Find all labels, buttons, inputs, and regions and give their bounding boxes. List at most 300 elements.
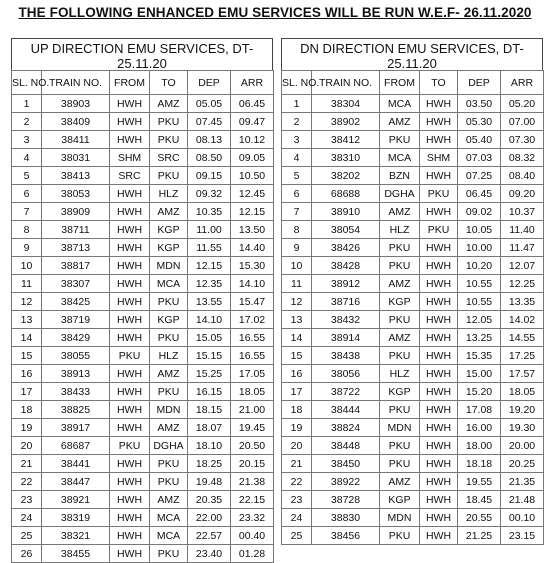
to-cell: HWH — [420, 473, 458, 491]
dn-direction-table-body — [282, 95, 544, 545]
to-cell: PKU — [150, 167, 188, 185]
train-no-cell: 38413 — [42, 167, 110, 185]
dep-cell: 07.03 — [458, 149, 501, 167]
train-no-cell: 68687 — [42, 437, 110, 455]
sl-no-cell: 12 — [12, 293, 42, 311]
train-no-cell: 38428 — [312, 257, 380, 275]
from-cell: HWH — [110, 329, 150, 347]
train-no-cell: 38054 — [312, 221, 380, 239]
dep-cell: 17.08 — [458, 401, 501, 419]
sl-no-cell: 25 — [282, 527, 312, 545]
sl-no-cell: 13 — [12, 311, 42, 329]
table-row — [282, 293, 544, 311]
train-no-cell: 38722 — [312, 383, 380, 401]
sl-no-cell: 25 — [12, 527, 42, 545]
arr-cell: 07.00 — [501, 113, 544, 131]
sl-no-cell: 4 — [282, 149, 312, 167]
sl-no-cell: 17 — [282, 383, 312, 401]
sl-no-cell: 10 — [282, 257, 312, 275]
from-cell: MCA — [380, 95, 420, 113]
arr-cell: 14.02 — [501, 311, 544, 329]
dep-cell: 03.50 — [458, 95, 501, 113]
table-row — [282, 149, 544, 167]
to-cell: KGP — [150, 311, 188, 329]
train-no-cell: 38728 — [312, 491, 380, 509]
train-no-cell: 38912 — [312, 275, 380, 293]
from-cell: PKU — [110, 437, 150, 455]
from-cell: HWH — [110, 311, 150, 329]
to-cell: MDN — [150, 401, 188, 419]
to-cell: HWH — [420, 95, 458, 113]
dep-cell: 16.00 — [458, 419, 501, 437]
arr-cell: 11.40 — [501, 221, 544, 239]
column-header-from: FROM — [110, 71, 150, 95]
table-row — [282, 419, 544, 437]
from-cell: HWH — [110, 113, 150, 131]
dep-cell: 13.25 — [458, 329, 501, 347]
from-cell: PKU — [380, 455, 420, 473]
to-cell: PKU — [150, 131, 188, 149]
train-no-cell: 38411 — [42, 131, 110, 149]
train-no-cell: 38053 — [42, 185, 110, 203]
to-cell: AMZ — [150, 491, 188, 509]
train-no-cell: 38441 — [42, 455, 110, 473]
table-row — [282, 131, 544, 149]
table-row — [12, 401, 274, 419]
from-cell: MDN — [380, 419, 420, 437]
to-cell: AMZ — [150, 419, 188, 437]
dep-cell: 21.25 — [458, 527, 501, 545]
from-cell: PKU — [380, 239, 420, 257]
sl-no-cell: 3 — [12, 131, 42, 149]
table-row — [282, 347, 544, 365]
sl-no-cell: 15 — [12, 347, 42, 365]
table-row — [282, 365, 544, 383]
from-cell: KGP — [380, 491, 420, 509]
table-row — [12, 383, 274, 401]
arr-cell: 12.07 — [501, 257, 544, 275]
train-no-cell: 38319 — [42, 509, 110, 527]
dep-cell: 11.00 — [188, 221, 231, 239]
dn-direction-heading: DN DIRECTION EMU SERVICES, DT- 25.11.20 — [281, 38, 543, 70]
sl-no-cell: 14 — [12, 329, 42, 347]
sl-no-cell: 24 — [282, 509, 312, 527]
sl-no-cell: 21 — [12, 455, 42, 473]
arr-cell: 17.02 — [231, 311, 274, 329]
train-no-cell: 38830 — [312, 509, 380, 527]
table-row — [12, 455, 274, 473]
to-cell: PKU — [150, 329, 188, 347]
arr-cell: 17.05 — [231, 365, 274, 383]
dep-cell: 18.18 — [458, 455, 501, 473]
train-no-cell: 38921 — [42, 491, 110, 509]
arr-cell: 10.37 — [501, 203, 544, 221]
arr-cell: 19.20 — [501, 401, 544, 419]
arr-cell: 20.00 — [501, 437, 544, 455]
to-cell: HWH — [420, 401, 458, 419]
sl-no-cell: 16 — [282, 365, 312, 383]
column-header-arr: ARR — [231, 71, 274, 95]
to-cell: HWH — [420, 131, 458, 149]
arr-cell: 19.30 — [501, 419, 544, 437]
to-cell: AMZ — [150, 95, 188, 113]
table-row — [12, 437, 274, 455]
arr-cell: 08.32 — [501, 149, 544, 167]
arr-cell: 20.50 — [231, 437, 274, 455]
dep-cell: 12.15 — [188, 257, 231, 275]
arr-cell: 13.35 — [501, 293, 544, 311]
dep-cell: 11.55 — [188, 239, 231, 257]
from-cell: PKU — [380, 131, 420, 149]
dep-cell: 10.35 — [188, 203, 231, 221]
sl-no-cell: 22 — [12, 473, 42, 491]
sl-no-cell: 19 — [282, 419, 312, 437]
arr-cell: 05.20 — [501, 95, 544, 113]
to-cell: KGP — [150, 221, 188, 239]
arr-cell: 20.15 — [231, 455, 274, 473]
from-cell: HWH — [110, 239, 150, 257]
dep-cell: 05.40 — [458, 131, 501, 149]
from-cell: HLZ — [380, 365, 420, 383]
table-row — [282, 329, 544, 347]
table-row — [282, 527, 544, 545]
from-cell: DGHA — [380, 185, 420, 203]
table-header-row — [12, 71, 274, 95]
to-cell: PKU — [150, 383, 188, 401]
dep-cell: 10.05 — [458, 221, 501, 239]
to-cell: MCA — [150, 527, 188, 545]
from-cell: HWH — [110, 293, 150, 311]
dep-cell: 18.25 — [188, 455, 231, 473]
from-cell: HWH — [110, 455, 150, 473]
to-cell: SHM — [420, 149, 458, 167]
from-cell: HWH — [110, 275, 150, 293]
to-cell: HWH — [420, 293, 458, 311]
from-cell: AMZ — [380, 113, 420, 131]
sl-no-cell: 4 — [12, 149, 42, 167]
table-row — [282, 509, 544, 527]
from-cell: HWH — [110, 185, 150, 203]
dep-cell: 15.35 — [458, 347, 501, 365]
train-no-cell: 38425 — [42, 293, 110, 311]
dep-cell: 16.15 — [188, 383, 231, 401]
table-row — [282, 401, 544, 419]
column-header-dep: DEP — [458, 71, 501, 95]
train-no-cell: 38455 — [42, 545, 110, 563]
arr-cell: 15.30 — [231, 257, 274, 275]
train-no-cell: 38412 — [312, 131, 380, 149]
column-header-train-no: TRAIN NO. — [312, 71, 380, 95]
to-cell: PKU — [420, 185, 458, 203]
to-cell: AMZ — [150, 203, 188, 221]
from-cell: SHM — [110, 149, 150, 167]
dep-cell: 22.00 — [188, 509, 231, 527]
arr-cell: 17.25 — [501, 347, 544, 365]
to-cell: MDN — [150, 257, 188, 275]
to-cell: HWH — [420, 419, 458, 437]
up-direction-table — [11, 70, 274, 563]
table-row — [12, 509, 274, 527]
arr-cell: 00.10 — [501, 509, 544, 527]
dep-cell: 05.30 — [458, 113, 501, 131]
arr-cell: 16.55 — [231, 347, 274, 365]
to-cell: PKU — [150, 473, 188, 491]
from-cell: AMZ — [380, 275, 420, 293]
dep-cell: 18.10 — [188, 437, 231, 455]
to-cell: HWH — [420, 239, 458, 257]
train-no-cell: 38307 — [42, 275, 110, 293]
table-row — [12, 491, 274, 509]
from-cell: HWH — [110, 509, 150, 527]
arr-cell: 16.55 — [231, 329, 274, 347]
dep-cell: 07.25 — [458, 167, 501, 185]
arr-cell: 19.45 — [231, 419, 274, 437]
to-cell: HWH — [420, 203, 458, 221]
sl-no-cell: 10 — [12, 257, 42, 275]
arr-cell: 09.47 — [231, 113, 274, 131]
train-no-cell: 38909 — [42, 203, 110, 221]
table-row — [12, 419, 274, 437]
dep-cell: 10.00 — [458, 239, 501, 257]
from-cell: BZN — [380, 167, 420, 185]
arr-cell: 21.38 — [231, 473, 274, 491]
arr-cell: 11.47 — [501, 239, 544, 257]
dep-cell: 05.05 — [188, 95, 231, 113]
sl-no-cell: 7 — [282, 203, 312, 221]
train-no-cell: 38447 — [42, 473, 110, 491]
to-cell: AMZ — [150, 365, 188, 383]
sl-no-cell: 15 — [282, 347, 312, 365]
sl-no-cell: 1 — [282, 95, 312, 113]
from-cell: HLZ — [380, 221, 420, 239]
table-row — [12, 203, 274, 221]
from-cell: PKU — [380, 527, 420, 545]
sl-no-cell: 1 — [12, 95, 42, 113]
dep-cell: 18.00 — [458, 437, 501, 455]
train-no-cell: 38448 — [312, 437, 380, 455]
train-no-cell: 38450 — [312, 455, 380, 473]
sl-no-cell: 9 — [282, 239, 312, 257]
dep-cell: 15.00 — [458, 365, 501, 383]
column-header-sl-no: SL. NO. — [12, 71, 42, 95]
train-no-cell: 38444 — [312, 401, 380, 419]
dep-cell: 22.57 — [188, 527, 231, 545]
arr-cell: 10.50 — [231, 167, 274, 185]
arr-cell: 01.28 — [231, 545, 274, 563]
table-header-row — [282, 71, 544, 95]
table-row — [282, 167, 544, 185]
from-cell: HWH — [110, 401, 150, 419]
sl-no-cell: 24 — [12, 509, 42, 527]
from-cell: HWH — [110, 365, 150, 383]
table-row — [282, 473, 544, 491]
train-no-cell: 38031 — [42, 149, 110, 167]
arr-cell: 21.00 — [231, 401, 274, 419]
arr-cell: 23.15 — [501, 527, 544, 545]
dep-cell: 19.48 — [188, 473, 231, 491]
sl-no-cell: 9 — [12, 239, 42, 257]
from-cell: AMZ — [380, 473, 420, 491]
to-cell: HLZ — [150, 347, 188, 365]
to-cell: HWH — [420, 365, 458, 383]
train-no-cell: 38719 — [42, 311, 110, 329]
dep-cell: 08.50 — [188, 149, 231, 167]
arr-cell: 17.57 — [501, 365, 544, 383]
from-cell: HWH — [110, 419, 150, 437]
to-cell: HWH — [420, 275, 458, 293]
arr-cell: 14.40 — [231, 239, 274, 257]
table-row — [282, 491, 544, 509]
arr-cell: 12.45 — [231, 185, 274, 203]
column-header-sl-no: SL. NO. — [282, 71, 312, 95]
from-cell: HWH — [110, 95, 150, 113]
to-cell: HWH — [420, 329, 458, 347]
table-row — [12, 545, 274, 563]
dep-cell: 12.35 — [188, 275, 231, 293]
dep-cell: 18.07 — [188, 419, 231, 437]
dep-cell: 09.32 — [188, 185, 231, 203]
sl-no-cell: 5 — [282, 167, 312, 185]
dep-cell: 07.45 — [188, 113, 231, 131]
table-row — [282, 437, 544, 455]
dep-cell: 10.55 — [458, 275, 501, 293]
table-row — [12, 473, 274, 491]
to-cell: HWH — [420, 437, 458, 455]
sl-no-cell: 23 — [282, 491, 312, 509]
table-row — [282, 203, 544, 221]
table-row — [282, 383, 544, 401]
dep-cell: 10.55 — [458, 293, 501, 311]
train-no-cell: 38825 — [42, 401, 110, 419]
table-row — [12, 275, 274, 293]
table-row — [282, 275, 544, 293]
table-row — [12, 311, 274, 329]
to-cell: HWH — [420, 167, 458, 185]
to-cell: DGHA — [150, 437, 188, 455]
dn-direction-table — [281, 70, 544, 545]
sl-no-cell: 21 — [282, 455, 312, 473]
arr-cell: 20.25 — [501, 455, 544, 473]
from-cell: HWH — [110, 257, 150, 275]
train-no-cell: 38433 — [42, 383, 110, 401]
train-no-cell: 38438 — [312, 347, 380, 365]
table-row — [12, 185, 274, 203]
arr-cell: 14.55 — [501, 329, 544, 347]
table-row — [12, 257, 274, 275]
from-cell: AMZ — [380, 203, 420, 221]
train-no-cell: 38914 — [312, 329, 380, 347]
from-cell: SRC — [110, 167, 150, 185]
from-cell: KGP — [380, 383, 420, 401]
to-cell: HWH — [420, 347, 458, 365]
from-cell: PKU — [380, 257, 420, 275]
table-row — [12, 113, 274, 131]
sl-no-cell: 12 — [282, 293, 312, 311]
train-no-cell: 38913 — [42, 365, 110, 383]
dep-cell: 14.10 — [188, 311, 231, 329]
from-cell: HWH — [110, 203, 150, 221]
arr-cell: 12.25 — [501, 275, 544, 293]
sl-no-cell: 18 — [12, 401, 42, 419]
sl-no-cell: 20 — [12, 437, 42, 455]
dep-cell: 08.13 — [188, 131, 231, 149]
dep-cell: 06.45 — [458, 185, 501, 203]
train-no-cell: 38321 — [42, 527, 110, 545]
train-no-cell: 38429 — [42, 329, 110, 347]
arr-cell: 23.32 — [231, 509, 274, 527]
arr-cell: 15.47 — [231, 293, 274, 311]
to-cell: HWH — [420, 527, 458, 545]
table-row — [282, 185, 544, 203]
dep-cell: 10.20 — [458, 257, 501, 275]
sl-no-cell: 23 — [12, 491, 42, 509]
sl-no-cell: 16 — [12, 365, 42, 383]
from-cell: MCA — [380, 149, 420, 167]
to-cell: SRC — [150, 149, 188, 167]
from-cell: HWH — [110, 473, 150, 491]
table-row — [282, 311, 544, 329]
train-no-cell: 38922 — [312, 473, 380, 491]
to-cell: HWH — [420, 383, 458, 401]
arr-cell: 21.48 — [501, 491, 544, 509]
arr-cell: 13.50 — [231, 221, 274, 239]
to-cell: PKU — [420, 221, 458, 239]
table-row — [12, 329, 274, 347]
from-cell: KGP — [380, 293, 420, 311]
arr-cell: 06.45 — [231, 95, 274, 113]
sl-no-cell: 22 — [282, 473, 312, 491]
arr-cell: 22.15 — [231, 491, 274, 509]
sl-no-cell: 3 — [282, 131, 312, 149]
dep-cell: 13.55 — [188, 293, 231, 311]
table-row — [12, 365, 274, 383]
arr-cell: 21.35 — [501, 473, 544, 491]
sl-no-cell: 18 — [282, 401, 312, 419]
dep-cell: 15.15 — [188, 347, 231, 365]
dep-cell: 09.02 — [458, 203, 501, 221]
from-cell: HWH — [110, 527, 150, 545]
arr-cell: 10.12 — [231, 131, 274, 149]
to-cell: HWH — [420, 491, 458, 509]
train-no-cell: 38910 — [312, 203, 380, 221]
sl-no-cell: 2 — [12, 113, 42, 131]
from-cell: HWH — [110, 221, 150, 239]
arr-cell: 09.20 — [501, 185, 544, 203]
sl-no-cell: 19 — [12, 419, 42, 437]
arr-cell: 08.40 — [501, 167, 544, 185]
train-no-cell: 38917 — [42, 419, 110, 437]
sl-no-cell: 17 — [12, 383, 42, 401]
train-no-cell: 38304 — [312, 95, 380, 113]
sl-no-cell: 5 — [12, 167, 42, 185]
table-row — [282, 455, 544, 473]
sl-no-cell: 11 — [282, 275, 312, 293]
train-no-cell: 38056 — [312, 365, 380, 383]
table-row — [282, 257, 544, 275]
to-cell: HWH — [420, 509, 458, 527]
table-row — [12, 149, 274, 167]
dep-cell: 15.20 — [458, 383, 501, 401]
column-header-dep: DEP — [188, 71, 231, 95]
up-direction-heading: UP DIRECTION EMU SERVICES, DT- 25.11.20 — [11, 38, 273, 70]
to-cell: PKU — [150, 455, 188, 473]
from-cell: PKU — [380, 347, 420, 365]
arr-cell: 18.05 — [501, 383, 544, 401]
sl-no-cell: 6 — [282, 185, 312, 203]
train-no-cell: 38902 — [312, 113, 380, 131]
train-no-cell: 38409 — [42, 113, 110, 131]
table-row — [12, 293, 274, 311]
